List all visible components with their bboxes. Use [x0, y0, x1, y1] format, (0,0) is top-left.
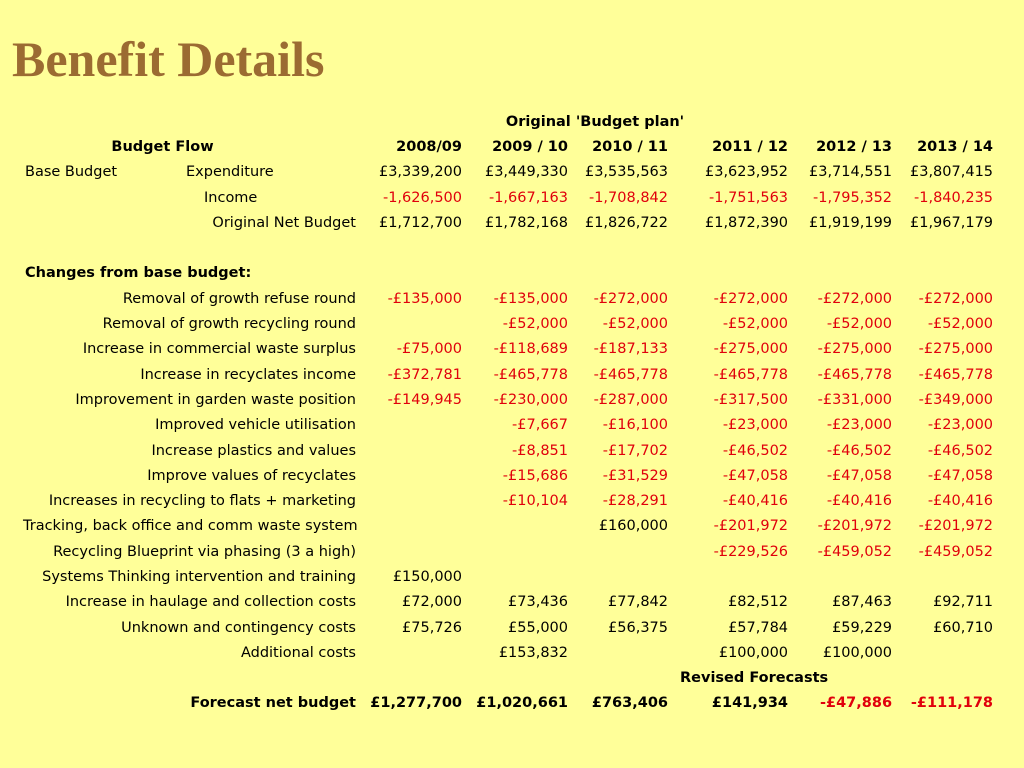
change-label: Increase plastics and values — [151, 442, 356, 459]
forecast-label: Forecast net budget — [190, 695, 356, 712]
change-cell: -£10,104 — [502, 493, 568, 510]
change-row — [17, 387, 999, 412]
expenditure-cell: £3,714,551 — [809, 164, 893, 181]
change-cell: £150,000 — [392, 568, 462, 585]
change-cell: -£47,058 — [826, 467, 893, 484]
change-cell: -£459,052 — [817, 543, 893, 560]
change-row — [17, 413, 999, 438]
change-cell: -£28,291 — [602, 493, 668, 510]
change-cell: £60,710 — [933, 619, 994, 636]
changes-heading: Changes from base budget: — [25, 265, 252, 282]
change-row — [17, 337, 999, 362]
change-cell: £153,832 — [498, 644, 568, 661]
change-cell: -£40,416 — [826, 493, 893, 510]
change-row — [17, 514, 999, 539]
change-cell: -£331,000 — [817, 391, 893, 408]
forecast-cell: -£111,178 — [910, 695, 994, 712]
change-cell: -£52,000 — [826, 316, 893, 333]
year-heading: 2008/09 — [396, 138, 462, 155]
change-label: Recycling Blueprint via phasing (3 a high) — [53, 543, 356, 560]
forecast-cell: £141,934 — [711, 695, 789, 712]
change-cell: -£52,000 — [502, 316, 568, 333]
change-cell: £57,784 — [728, 619, 789, 636]
change-cell: -£118,689 — [493, 341, 568, 358]
change-cell — [362, 311, 468, 336]
change-cell: £75,726 — [402, 619, 462, 636]
original-budget-plan-heading: Original 'Budget plan' — [505, 113, 685, 130]
changes-heading-row — [17, 261, 999, 286]
expenditure-cell: £3,339,200 — [378, 164, 462, 181]
change-cell: -£465,778 — [593, 366, 668, 383]
change-cell: -£229,526 — [713, 543, 789, 560]
forecast-cell: £763,406 — [591, 695, 668, 712]
change-cell: -£135,000 — [387, 290, 462, 307]
change-cell — [574, 564, 674, 589]
change-row — [17, 539, 999, 564]
change-cell: £55,000 — [508, 619, 568, 636]
change-cell: -£317,500 — [713, 391, 789, 408]
change-cell: -£287,000 — [593, 391, 668, 408]
change-cell: -£40,416 — [927, 493, 994, 510]
header-row-2 — [17, 134, 999, 159]
change-cell: -£187,133 — [593, 341, 668, 358]
change-cell: -£201,972 — [918, 518, 994, 535]
change-row — [17, 564, 999, 589]
change-cell: -£7,667 — [512, 417, 568, 434]
change-cell — [362, 463, 468, 488]
income-cell: -1,751,563 — [709, 189, 789, 206]
net-budget-label: Original Net Budget — [212, 214, 356, 231]
expenditure-cell: £3,535,563 — [584, 164, 668, 181]
change-cell: -£31,529 — [602, 467, 668, 484]
change-cell — [362, 640, 468, 665]
change-cell: £100,000 — [718, 644, 789, 661]
change-cell: -£52,000 — [602, 316, 668, 333]
change-cell — [574, 539, 674, 564]
net-budget-cell: £1,712,700 — [378, 214, 462, 231]
change-row — [17, 463, 999, 488]
change-cell — [362, 539, 468, 564]
change-cell: £59,229 — [832, 619, 893, 636]
year-heading: 2013 / 14 — [917, 138, 994, 155]
change-cell — [362, 438, 468, 463]
revised-forecasts-label: Revised Forecasts — [680, 670, 829, 687]
change-cell: -£52,000 — [927, 316, 994, 333]
change-label: Increase in haulage and collection costs — [65, 594, 356, 611]
budget-flow-heading: Budget Flow — [111, 138, 214, 155]
change-cell: -£272,000 — [918, 290, 994, 307]
expenditure-cell: £3,449,330 — [484, 164, 568, 181]
year-heading: 2012 / 13 — [816, 138, 893, 155]
change-cell — [468, 514, 574, 539]
change-cell: -£23,000 — [722, 417, 789, 434]
change-row — [17, 438, 999, 463]
change-cell — [468, 539, 574, 564]
expenditure-row — [17, 160, 999, 185]
change-label: Improve values of recyclates — [147, 467, 356, 484]
forecast-row — [17, 691, 999, 716]
income-row — [17, 185, 999, 210]
net-budget-cell: £1,919,199 — [809, 214, 893, 231]
change-cell: £73,436 — [508, 594, 568, 611]
income-cell: -1,626,500 — [382, 189, 462, 206]
change-cell: -£275,000 — [817, 341, 893, 358]
change-cell: -£275,000 — [713, 341, 789, 358]
change-row — [17, 488, 999, 513]
change-cell: -£272,000 — [593, 290, 668, 307]
change-cell: -£465,778 — [493, 366, 568, 383]
change-cell: -£272,000 — [713, 290, 789, 307]
change-cell: -£52,000 — [722, 316, 789, 333]
change-label: Increase in commercial waste surplus — [82, 341, 356, 358]
change-cell — [794, 564, 898, 589]
change-cell: -£15,686 — [502, 467, 568, 484]
change-cell: -£465,778 — [918, 366, 994, 383]
net-budget-row — [17, 210, 999, 235]
net-budget-cell: £1,826,722 — [584, 214, 668, 231]
forecast-cell: -£47,886 — [819, 695, 893, 712]
change-cell — [362, 514, 468, 539]
change-label: Additional costs — [240, 644, 356, 661]
base-budget-label: Base Budget — [25, 164, 118, 181]
change-cell — [362, 488, 468, 513]
net-budget-cell: £1,872,390 — [705, 214, 789, 231]
net-budget-cell: £1,967,179 — [910, 214, 994, 231]
change-cell: -£23,000 — [927, 417, 994, 434]
change-row — [17, 286, 999, 311]
change-cell: -£47,058 — [927, 467, 994, 484]
expenditure-label: Expenditure — [186, 164, 274, 181]
change-cell: £77,842 — [608, 594, 668, 611]
expenditure-cell: £3,623,952 — [705, 164, 789, 181]
year-heading: 2009 / 10 — [492, 138, 568, 155]
income-cell: -1,667,163 — [488, 189, 568, 206]
change-cell: -£275,000 — [918, 341, 994, 358]
income-cell: -1,708,842 — [588, 189, 668, 206]
benefit-table — [17, 109, 999, 716]
header-row-1 — [17, 109, 999, 134]
expenditure-cell: £3,807,415 — [910, 164, 994, 181]
change-cell: £72,000 — [402, 594, 462, 611]
spacer-row — [17, 235, 999, 260]
change-cell — [362, 413, 468, 438]
change-cell: £160,000 — [598, 518, 668, 535]
change-cell — [574, 640, 674, 665]
change-row — [17, 311, 999, 336]
income-cell: -1,795,352 — [813, 189, 893, 206]
change-label: Unknown and contingency costs — [121, 619, 356, 636]
change-label: Tracking, back office and comm waste system — [23, 518, 358, 535]
change-label: Removal of growth refuse round — [122, 290, 356, 307]
change-cell: -£201,972 — [817, 518, 893, 535]
change-cell: -£149,945 — [387, 391, 462, 408]
change-cell: -£17,702 — [602, 442, 668, 459]
change-cell — [898, 640, 999, 665]
change-cell: -£135,000 — [493, 290, 568, 307]
year-heading: 2011 / 12 — [712, 138, 789, 155]
slide-title: Benefit Details — [12, 31, 325, 87]
forecast-cell: £1,020,661 — [476, 695, 568, 712]
change-cell: -£372,781 — [387, 366, 462, 383]
change-label: Removal of growth recycling round — [102, 316, 356, 333]
change-cell: -£459,052 — [918, 543, 994, 560]
change-label: Increases in recycling to flats + marketing — [48, 493, 356, 510]
year-heading: 2010 / 11 — [592, 138, 668, 155]
change-row — [17, 615, 999, 640]
change-cell: -£47,058 — [722, 467, 789, 484]
change-label: Systems Thinking intervention and training — [42, 568, 356, 585]
change-cell: £92,711 — [933, 594, 994, 611]
forecast-cell: £1,277,700 — [370, 695, 462, 712]
change-row — [17, 590, 999, 615]
change-cell: -£230,000 — [493, 391, 568, 408]
change-cell: -£46,502 — [927, 442, 994, 459]
income-cell: -1,840,235 — [914, 189, 994, 206]
change-cell: -£23,000 — [826, 417, 893, 434]
change-cell: -£75,000 — [396, 341, 462, 358]
change-cell: £87,463 — [832, 594, 893, 611]
change-label: Increase in recyclates income — [140, 366, 356, 383]
income-label: Income — [204, 189, 258, 206]
change-cell: -£349,000 — [918, 391, 994, 408]
change-cell: £82,512 — [728, 594, 789, 611]
change-row — [17, 640, 999, 665]
change-cell — [468, 564, 574, 589]
change-cell: -£46,502 — [722, 442, 789, 459]
change-row — [17, 362, 999, 387]
net-budget-cell: £1,782,168 — [484, 214, 568, 231]
change-cell: -£46,502 — [826, 442, 893, 459]
change-cell: £100,000 — [822, 644, 893, 661]
change-cell: -£201,972 — [713, 518, 789, 535]
change-cell: -£465,778 — [817, 366, 893, 383]
change-cell — [674, 564, 794, 589]
change-cell: £56,375 — [608, 619, 668, 636]
change-cell: -£465,778 — [713, 366, 789, 383]
change-cell — [898, 564, 999, 589]
table-body — [17, 109, 999, 716]
change-cell: -£16,100 — [602, 417, 668, 434]
change-label: Improved vehicle utilisation — [155, 417, 356, 434]
change-label: Improvement in garden waste position — [75, 391, 356, 408]
change-cell: -£8,851 — [512, 442, 568, 459]
revised-forecasts-row — [17, 666, 999, 691]
change-cell: -£272,000 — [817, 290, 893, 307]
change-cell: -£40,416 — [722, 493, 789, 510]
